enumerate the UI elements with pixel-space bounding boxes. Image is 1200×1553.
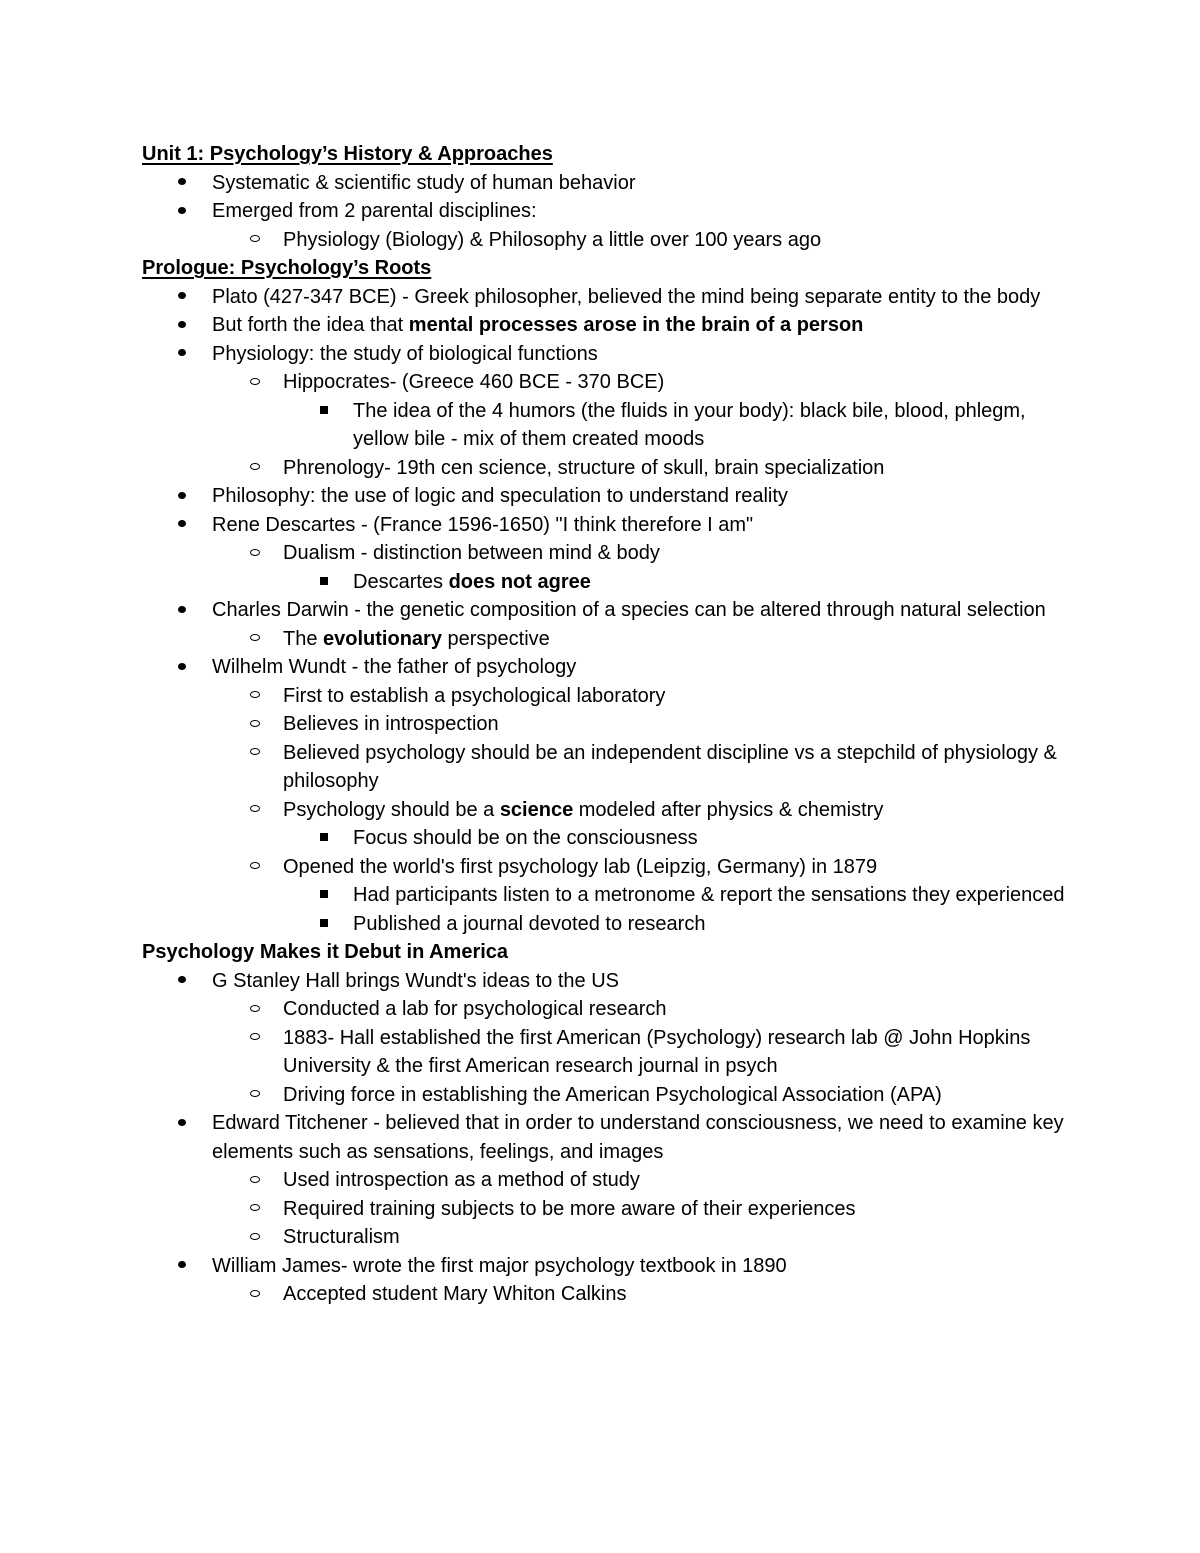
list-item: Edward Titchener - believed that in order to understand consciousness, we need to examine key elements such as sensations, feelings, and images bbox=[142, 1109, 1072, 1166]
list-item: The idea of the 4 humors (the fluids in your body): black bile, blood, phlegm, yellow bile - mix of them created moods bbox=[142, 397, 1072, 454]
bullet-circle-icon bbox=[245, 853, 265, 882]
list-item: Wilhelm Wundt - the father of psychology bbox=[142, 653, 1072, 682]
list-item: First to establish a psychological laboratory bbox=[142, 682, 1072, 711]
bullet-dot-icon bbox=[172, 311, 192, 340]
list-item: Opened the world's first psychology lab (Leipzig, Germany) in 1879 bbox=[142, 853, 1072, 882]
list-item: 1883- Hall established the first American (Psychology) research lab @ John Hopkins University & the first American research journal in psych bbox=[142, 1024, 1072, 1081]
list-item: Accepted student Mary Whiton Calkins bbox=[142, 1280, 1072, 1309]
bullet-dot-icon bbox=[172, 653, 192, 682]
section-unit-1 bbox=[142, 140, 1072, 254]
bullet-square-icon bbox=[314, 910, 334, 939]
bullet-circle-icon bbox=[245, 1081, 265, 1110]
list-item: Had participants listen to a metronome & report the sensations they experienced bbox=[142, 881, 1072, 910]
bullet-dot-icon bbox=[172, 511, 192, 540]
bullet-dot-icon bbox=[172, 482, 192, 511]
bullet-dot-icon bbox=[172, 596, 192, 625]
section-heading: Unit 1: Psychology’s History & Approaches bbox=[142, 143, 553, 165]
bullet-circle-icon bbox=[245, 368, 265, 397]
list-item: Published a journal devoted to research bbox=[142, 910, 1072, 939]
list-item: The evolutionary perspective bbox=[142, 625, 1072, 654]
bullet-circle-icon bbox=[245, 454, 265, 483]
list-item: Descartes does not agree bbox=[142, 568, 1072, 597]
bullet-circle-icon bbox=[245, 1280, 265, 1309]
list-item: G Stanley Hall brings Wundt's ideas to the US bbox=[142, 967, 1072, 996]
list-item: Emerged from 2 parental disciplines: bbox=[142, 197, 1072, 226]
list-item: Believed psychology should be an independent discipline vs a stepchild of physiology & philosophy bbox=[142, 739, 1072, 796]
bullet-circle-icon bbox=[245, 539, 265, 568]
bullet-square-icon bbox=[314, 397, 334, 426]
bullet-circle-icon bbox=[245, 1166, 265, 1195]
bullet-circle-icon bbox=[245, 1024, 265, 1053]
bullet-circle-icon bbox=[245, 796, 265, 825]
list-item: Hippocrates- (Greece 460 BCE - 370 BCE) bbox=[142, 368, 1072, 397]
section-america bbox=[142, 938, 1072, 1309]
bullet-dot-icon bbox=[172, 169, 192, 198]
bullet-circle-icon bbox=[245, 995, 265, 1024]
list-item: Focus should be on the consciousness bbox=[142, 824, 1072, 853]
list-item: Used introspection as a method of study bbox=[142, 1166, 1072, 1195]
list-item: Charles Darwin - the genetic composition of a species can be altered through natural selection bbox=[142, 596, 1072, 625]
bullet-square-icon bbox=[314, 824, 334, 853]
bullet-dot-icon bbox=[172, 1252, 192, 1281]
list-item: Rene Descartes - (France 1596-1650) "I think therefore I am" bbox=[142, 511, 1072, 540]
list-item: Physiology (Biology) & Philosophy a little over 100 years ago bbox=[142, 226, 1072, 255]
list-item: Driving force in establishing the American Psychological Association (APA) bbox=[142, 1081, 1072, 1110]
notes-body bbox=[142, 140, 1072, 1309]
section-heading: Prologue: Psychology’s Roots bbox=[142, 257, 432, 279]
section-prologue bbox=[142, 254, 1072, 938]
list-item: Philosophy: the use of logic and speculation to understand reality bbox=[142, 482, 1072, 511]
list-item: Plato (427-347 BCE) - Greek philosopher, believed the mind being separate entity to the body bbox=[142, 283, 1072, 312]
bullet-circle-icon bbox=[245, 682, 265, 711]
bullet-dot-icon bbox=[172, 340, 192, 369]
bullet-circle-icon bbox=[245, 226, 265, 255]
bullet-circle-icon bbox=[245, 710, 265, 739]
list-item: Conducted a lab for psychological research bbox=[142, 995, 1072, 1024]
list-item: Psychology should be a science modeled after physics & chemistry bbox=[142, 796, 1072, 825]
section-heading: Psychology Makes it Debut in America bbox=[142, 941, 509, 963]
list-item: But forth the idea that mental processes arose in the brain of a person bbox=[142, 311, 1072, 340]
bullet-dot-icon bbox=[172, 197, 192, 226]
list-item: Believes in introspection bbox=[142, 710, 1072, 739]
bullet-circle-icon bbox=[245, 739, 265, 768]
list-item: Physiology: the study of biological functions bbox=[142, 340, 1072, 369]
bullet-circle-icon bbox=[245, 1223, 265, 1252]
bullet-dot-icon bbox=[172, 1109, 192, 1138]
list-item: Systematic & scientific study of human behavior bbox=[142, 169, 1072, 198]
bullet-circle-icon bbox=[245, 625, 265, 654]
list-item: Required training subjects to be more aware of their experiences bbox=[142, 1195, 1072, 1224]
bullet-square-icon bbox=[314, 881, 334, 910]
bullet-circle-icon bbox=[245, 1195, 265, 1224]
bullet-dot-icon bbox=[172, 283, 192, 312]
list-item: Structuralism bbox=[142, 1223, 1072, 1252]
list-item: William James- wrote the first major psychology textbook in 1890 bbox=[142, 1252, 1072, 1281]
bullet-square-icon bbox=[314, 568, 334, 597]
list-item: Phrenology- 19th cen science, structure of skull, brain specialization bbox=[142, 454, 1072, 483]
bullet-dot-icon bbox=[172, 967, 192, 996]
list-item: Dualism - distinction between mind & body bbox=[142, 539, 1072, 568]
